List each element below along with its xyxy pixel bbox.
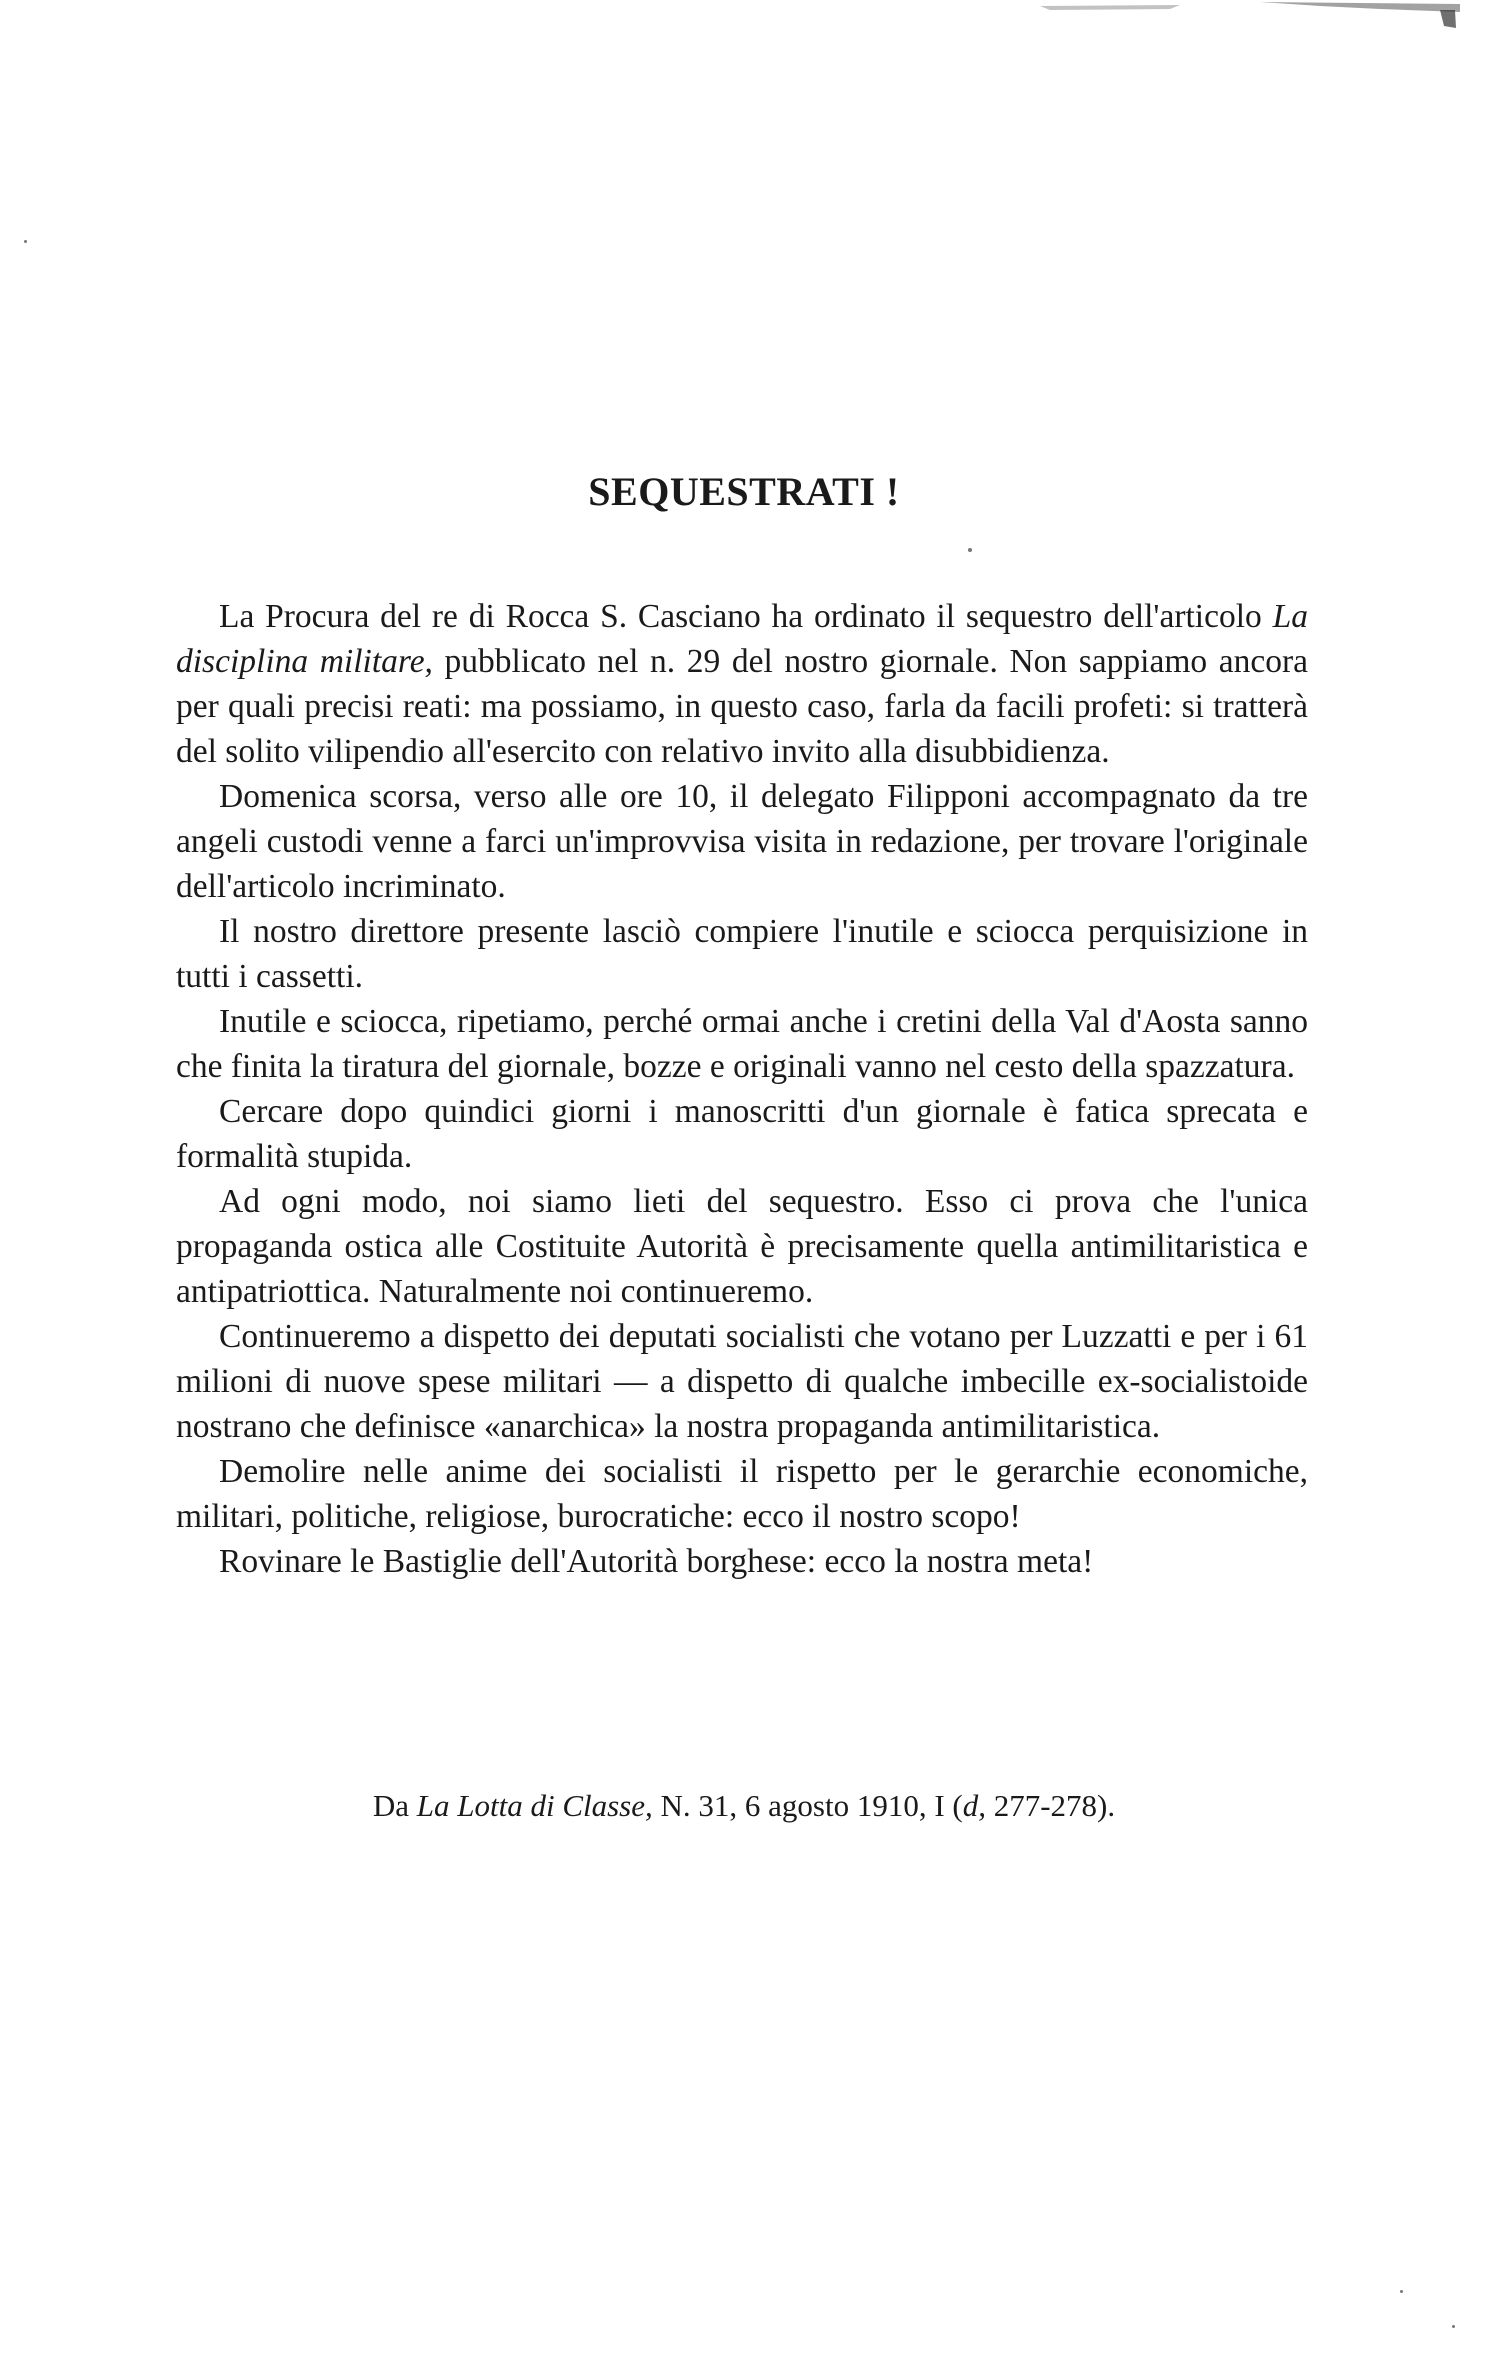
paragraph-6: Ad ogni modo, noi siamo lieti del sequestro. Esso ci prova che l'unica propaganda ostica alle Costituite Autorità è precisamente quella antimilitaristica e antipatriottica. Naturalmente noi continueremo.: [176, 1183, 1308, 1310]
scan-speck: [24, 240, 27, 243]
paragraph-7: Continueremo a dispetto dei deputati socialisti che votano per Luzzatti e per i 61 milioni di nuove spese militari — a dispetto di qualche imbecille ex-socialistoide nostrano che definisce «anarchica» la nostra propaganda antimilitaristica.: [176, 1318, 1308, 1445]
source-ref: d,: [962, 1788, 986, 1823]
scan-noise: [560, 0, 1460, 30]
paragraph-5: Cercare dopo quindici giorni i manoscritti d'un giornale è fatica sprecata e formalità stupida.: [176, 1093, 1308, 1175]
paragraph-3: Il nostro direttore presente lasciò compiere l'inutile e sciocca perquisizione in tutti i cassetti.: [176, 913, 1308, 995]
paragraph-8: Demolire nelle anime dei socialisti il rispetto per le gerarchie economiche, militari, politiche, religiose, burocratiche: ecco il nostro scopo!: [176, 1453, 1308, 1535]
paragraph-1: [176, 594, 1308, 774]
paragraph-9: Rovinare le Bastiglie dell'Autorità borghese: ecco la nostra meta!: [219, 1543, 1094, 1580]
article-body: [176, 594, 1308, 1584]
article-reference-italic: La disciplina militare,: [176, 598, 1308, 680]
paragraph-1-end: pubblicato nel n. 29 del nostro giornale. Non sappiamo ancora per quali precisi reati: ma possiamo, in questo caso, farla da facili profeti: si tratterà del solito vilipendio all'esercito con relativo invito alla disubbidienza.: [176, 643, 1308, 770]
source-pages: 277-278).: [985, 1788, 1116, 1823]
paragraph-1-start: La Procura del re di Rocca S. Casciano ha ordinato il sequestro dell'articolo: [219, 598, 1273, 635]
scan-speck: [1400, 2290, 1403, 2293]
paragraph-2: Domenica scorsa, verso alle ore 10, il delegato Filipponi accompagnato da tre angeli custodi venne a farci un'improvvisa visita in redazione, per trovare l'originale dell'articolo incriminato.: [176, 778, 1308, 905]
article-title: SEQUESTRATI !: [588, 468, 900, 514]
scan-speck: [1452, 2325, 1455, 2328]
source-prefix: Da: [372, 1788, 417, 1823]
source-citation: [0, 1786, 1488, 1826]
source-details: N. 31, 6 agosto 1910, I (: [652, 1788, 963, 1823]
paragraph-4: Inutile e sciocca, ripetiamo, perché ormai anche i cretini della Val d'Aosta sanno che finita la tiratura del giornale, bozze e originali vanno nel cesto della spazzatura.: [176, 1003, 1308, 1085]
scan-speck: [968, 548, 972, 552]
source-publication: La Lotta di Classe,: [416, 1788, 653, 1823]
